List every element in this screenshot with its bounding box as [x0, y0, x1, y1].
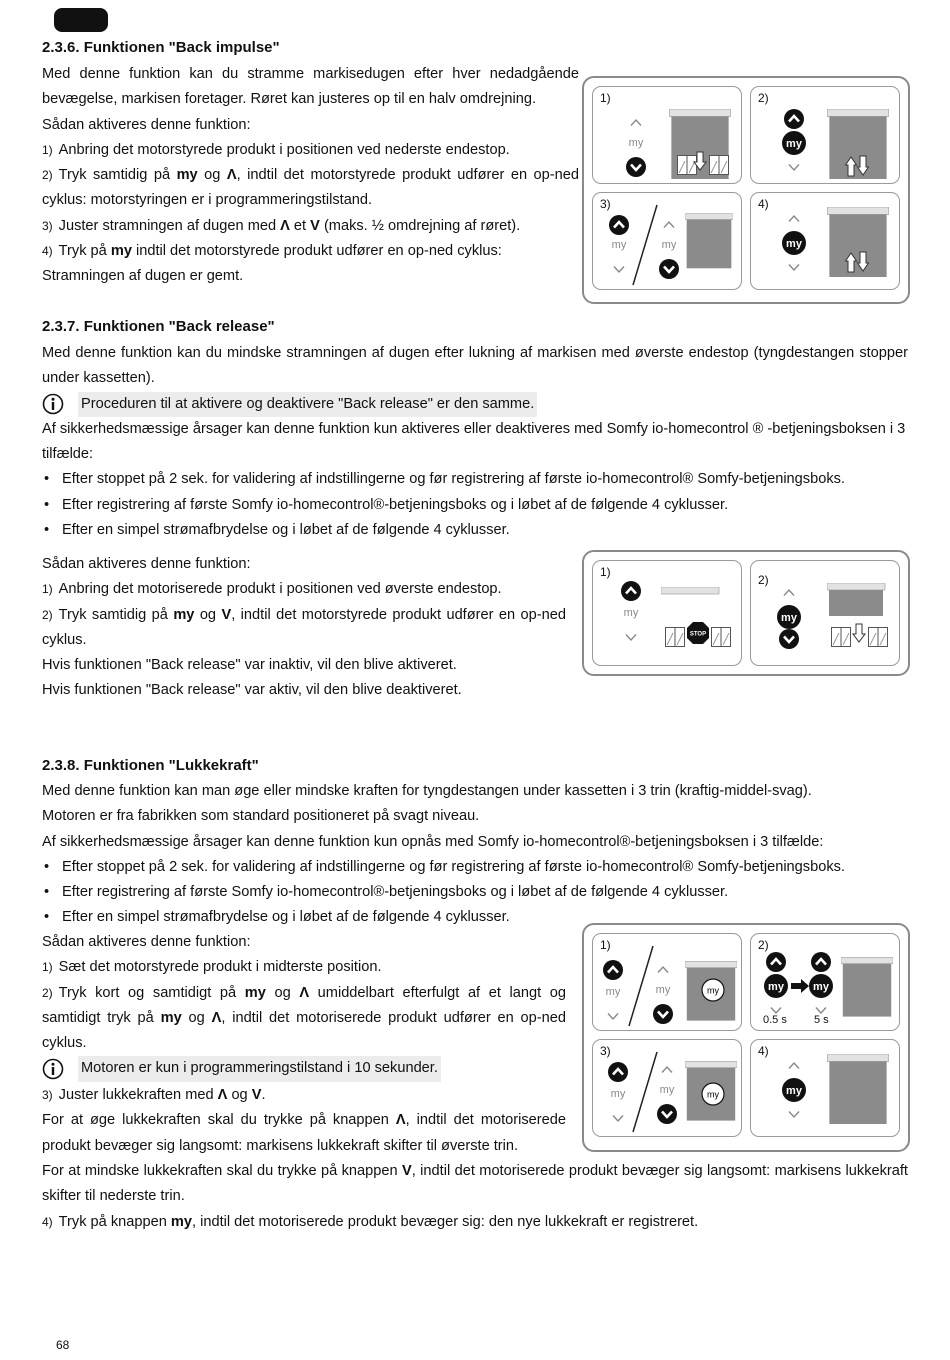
figure-lukkekraft	[582, 923, 910, 1152]
step-3: 3) Juster lukkekraften med Λ og V.	[42, 1087, 266, 1103]
arrow-right-icon	[789, 978, 811, 994]
activate-text: Sådan aktiveres denne funktion:	[42, 934, 251, 950]
figure-step-1	[592, 933, 742, 1031]
my-button-icon	[701, 1082, 725, 1106]
bullet-item: • Efter registrering af første Somfy io-homecontrol®-betjeningsboks og i løbet af de følgende 4 cyklusser.	[42, 880, 908, 905]
bullet-item: • Efter en simpel strømafbrydelse og i løbet af de følgende 4 cyklusser.	[42, 905, 908, 930]
figure-step-3	[592, 192, 742, 290]
figure-step-label: 3)	[600, 197, 611, 211]
section-steps-lukkekraft	[42, 930, 566, 1082]
chapter-tab	[54, 8, 108, 32]
down-button-icon	[603, 1006, 623, 1026]
my-button-icon	[657, 237, 681, 251]
step-4: 4) Tryk på knappen my, indtil det motoriserede produkt bevæger sig: den nye lukkekraft er registreret.	[42, 1213, 699, 1230]
figure-back-impulse	[582, 76, 910, 304]
page-number: 68	[56, 1338, 70, 1352]
my-button-icon	[782, 1078, 806, 1102]
section-body-back-release	[42, 341, 908, 543]
figure-step-3	[592, 1039, 742, 1137]
figure-step-2	[750, 86, 900, 184]
figure-step-1	[592, 560, 742, 666]
bullet-item: • Efter registrering af første Somfy io-homecontrol®-betjeningsboks og i løbet af de følgende 4 cyklusser.	[42, 493, 908, 518]
stop-label: STOP	[689, 631, 707, 638]
section-title-back-release: 2.3.7. Funktionen "Back release"	[42, 318, 275, 335]
figure-step-4	[750, 1039, 900, 1137]
figure-step-label: 4)	[758, 197, 769, 211]
window-icon	[709, 155, 729, 175]
figure-step-label: 2)	[758, 91, 769, 105]
my-button-icon	[809, 974, 833, 998]
arrow-down-icon	[852, 623, 866, 643]
blind-icon	[841, 956, 893, 1018]
figure-step-label: 3)	[600, 1044, 611, 1058]
info-note	[42, 392, 908, 417]
my-button-icon	[764, 974, 788, 998]
window-icon	[711, 627, 731, 647]
info-note	[42, 1056, 566, 1081]
figure-step-4	[750, 192, 900, 290]
up-button-icon	[657, 1060, 677, 1080]
info-note-text: Proceduren til at aktivere og deaktivere "Back release" er den samme.	[78, 392, 537, 417]
my-button-icon	[782, 231, 806, 255]
intro-text: Med denne funktion kan du stramme markisedugen efter hver nedadgående bevægelse, markisen foretager. Røret kan justeres op til en halv omdrejning.	[42, 66, 579, 108]
my-button-icon	[607, 237, 631, 251]
window-icon	[831, 627, 851, 647]
my-button-icon	[624, 135, 648, 149]
my-button-icon	[601, 984, 625, 998]
arrow-down-icon	[693, 151, 707, 171]
section-steps-back-release	[42, 552, 566, 704]
step-2: 2) Tryk samtidig på my og V, indtil det motorstyrede produkt udfører en op-ned cyklus.	[42, 606, 566, 648]
up-button-icon	[779, 583, 799, 603]
figure-step-label: 1)	[600, 565, 611, 579]
up-down-arrows-icon	[845, 251, 869, 273]
figure-step-2	[750, 560, 900, 666]
down-button-icon	[779, 629, 799, 649]
up-button-icon	[784, 109, 804, 129]
window-icon	[665, 627, 685, 647]
short-press-time: 0.5 s	[763, 1014, 787, 1026]
step-2: 2) Tryk samtidig på my og Λ, indtil det motorstyrede produkt udfører en op-ned cyklus: motorstyringen er i programmeringstilstand.	[42, 167, 579, 209]
increase-text: For at øge lukkekraften skal du trykke på knappen Λ, indtil det motoriserede produkt bevæger sig langsomt: markisens lukkekraft skifter til øverste trin.	[42, 1112, 566, 1154]
down-button-icon	[784, 157, 804, 177]
up-button-icon	[621, 581, 641, 601]
intro-text: Med denne funktion kan du mindske stramningen af dugen efter lukning af markisen med øverste endestop (tyngdestangen stopper under kassetten).	[42, 345, 908, 387]
intro-text: Med denne funktion kan man øge eller mindske kraften for tyngdestangen under kassetten i 3 trin (kraftig-middel-svag).	[42, 783, 812, 799]
step-4: 4) Tryk på my indtil det motorstyrede produkt udfører en op-ned cyklus: Stramningen af dugen er gemt.	[42, 243, 502, 285]
down-button-icon	[784, 257, 804, 277]
activate-text: Sådan aktiveres denne funktion:	[42, 556, 251, 572]
figure-step-label: 2)	[758, 573, 769, 587]
figure-back-release	[582, 550, 910, 676]
bullet-item: • Efter stoppet på 2 sek. for validering af indstillingerne og før registrering af første io-homecontrol® Somfy-betjeningsboks.	[42, 855, 908, 880]
info-note-text: Motoren er kun i programmeringstilstand i 10 sekunder.	[78, 1056, 441, 1081]
up-button-icon	[626, 113, 646, 133]
blind-icon	[685, 213, 733, 269]
my-button-icon	[782, 131, 806, 155]
up-button-icon	[784, 1056, 804, 1076]
safety-text: Af sikkerhedsmæssige årsager kan denne funktion kun opnås med Somfy io-homecontrol®-betjeningsboksen i 3 tilfælde:	[42, 833, 824, 850]
active-text: Hvis funktionen "Back release" var aktiv, vil den blive deaktiveret.	[42, 682, 462, 699]
section-body-back-impulse	[42, 62, 579, 290]
up-down-arrows-icon	[845, 155, 869, 177]
down-button-icon	[659, 259, 679, 279]
info-icon	[42, 1058, 64, 1080]
awning-cassette-icon	[661, 587, 723, 599]
step-3: 3) Juster stramningen af dugen med Λ et V (maks. ½ omdrejning af røret).	[42, 217, 521, 234]
up-button-icon	[659, 215, 679, 235]
bullet-item: • Efter stoppet på 2 sek. for validering af indstillingerne og før registrering af første io-homecontrol® Somfy-betjeningsboks.	[42, 467, 908, 492]
down-button-icon	[621, 627, 641, 647]
step-1: 1) Sæt det motorstyrede produkt i midterste position.	[42, 959, 382, 976]
up-button-icon	[603, 960, 623, 980]
section-step3-lukkekraft	[42, 1083, 566, 1159]
my-button-icon	[651, 982, 675, 996]
step-1: 1) Anbring det motoriserede produkt i positionen ved øverste endestop.	[42, 581, 502, 598]
long-press-time: 5 s	[814, 1014, 829, 1026]
blind-icon	[827, 1054, 889, 1124]
figure-step-label: 2)	[758, 938, 769, 952]
up-button-icon	[766, 952, 786, 972]
figure-step-label: 4)	[758, 1044, 769, 1058]
my-button-icon	[606, 1086, 630, 1100]
my-button-icon	[777, 605, 801, 629]
activate-text: Sådan aktiveres denne funktion:	[42, 116, 251, 133]
up-button-icon	[653, 960, 673, 980]
step-1: 1) Anbring det motorstyrede produkt i positionen ved nederste endestop.	[42, 141, 510, 158]
figure-step-label: 1)	[600, 91, 611, 105]
down-button-icon	[626, 157, 646, 177]
svg-text:my: my	[707, 1089, 719, 1100]
my-button-icon	[619, 605, 643, 619]
inactive-text: Hvis funktionen "Back release" var inaktiv, vil den blive aktiveret.	[42, 657, 457, 674]
section-title-back-impulse: 2.3.6. Funktionen "Back impulse"	[42, 39, 280, 56]
down-button-icon	[657, 1104, 677, 1124]
window-icon	[868, 627, 888, 647]
up-button-icon	[811, 952, 831, 972]
figure-step-label: 1)	[600, 938, 611, 952]
up-button-icon	[609, 215, 629, 235]
awning-fabric-icon	[829, 590, 885, 616]
svg-text:my: my	[707, 985, 719, 996]
step-2: 2) Tryk kort og samtidigt på my og Λ umiddelbart efterfulgt af et langt og samtidigt tryk på my og Λ, indtil det motoriserede produkt udfører en op-ned cyklus.	[42, 984, 567, 1052]
bullet-item: • Efter en simpel strømafbrydelse og i løbet af de følgende 4 cyklusser.	[42, 518, 908, 543]
my-button-icon	[701, 978, 725, 1002]
my-button-icon	[655, 1082, 679, 1096]
intro-text: Motoren er fra fabrikken som standard positioneret på svagt niveau.	[42, 808, 480, 825]
stop-icon	[686, 621, 710, 645]
decrease-text: For at mindske lukkekraften skal du trykke på knappen V, indtil det motoriserede produkt bevæger sig langsomt: markisens lukkekraft skifter til nederste trin.	[42, 1163, 908, 1205]
section-title-lukkekraft: 2.3.8. Funktionen "Lukkekraft"	[42, 757, 259, 774]
down-button-icon	[784, 1104, 804, 1124]
down-button-icon	[608, 1108, 628, 1128]
down-button-icon	[653, 1004, 673, 1024]
down-button-icon	[609, 259, 629, 279]
up-button-icon	[608, 1062, 628, 1082]
figure-step-2	[750, 933, 900, 1031]
safety-text: Af sikkerhedsmæssige årsager kan denne funktion kun aktiveres eller deaktiveres med Somfy io-homecontrol ® -betjeningsboksen i 3 tilfælde:	[42, 420, 906, 463]
section-body-lukkekraft	[42, 779, 908, 931]
section-tail-lukkekraft	[42, 1159, 908, 1235]
figure-step-1	[592, 86, 742, 184]
info-icon	[42, 393, 64, 415]
up-button-icon	[784, 209, 804, 229]
